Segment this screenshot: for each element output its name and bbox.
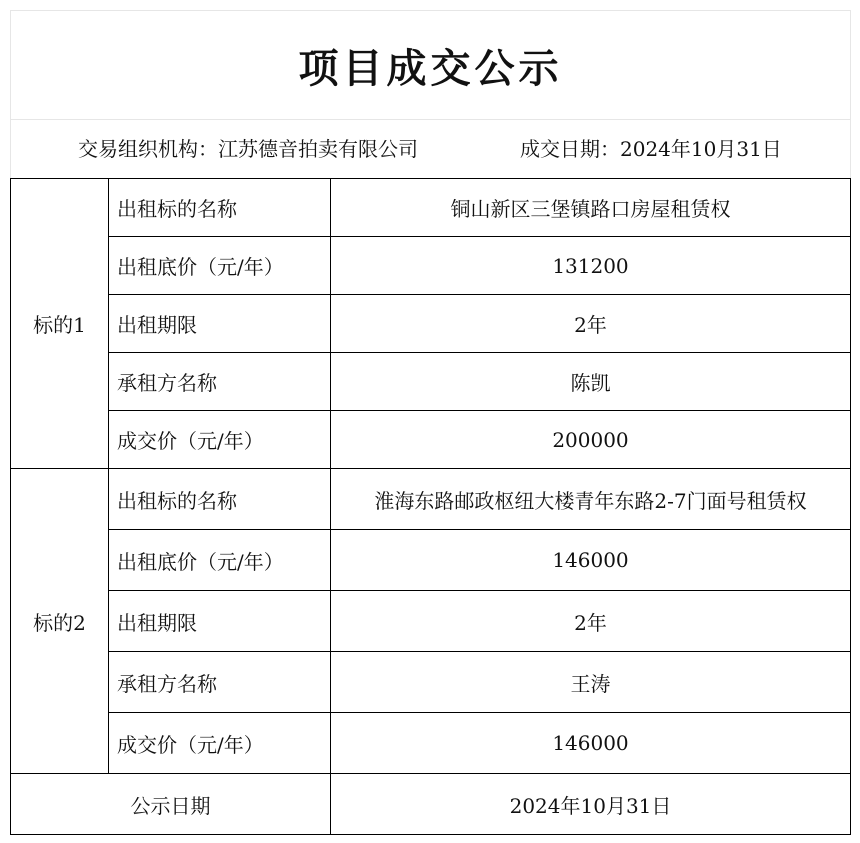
field-label: 出租标的名称	[109, 469, 331, 530]
field-label: 出租期限	[109, 591, 331, 652]
org-label: 交易组织机构：	[78, 137, 218, 161]
date-label: 成交日期：	[520, 137, 620, 161]
field-value: 王涛	[331, 652, 851, 713]
field-value: 淮海东路邮政枢纽大楼青年东路2-7门面号租赁权	[331, 469, 851, 530]
publicity-date-value: 2024年10月31日	[331, 774, 851, 835]
transaction-date-info	[520, 120, 782, 178]
date-value: 2024年10月31日	[620, 137, 782, 161]
table-row	[11, 591, 851, 652]
table-row	[11, 411, 851, 469]
field-label: 承租方名称	[109, 652, 331, 713]
field-value: 200000	[331, 411, 851, 469]
organization-info	[78, 120, 418, 178]
field-value: 陈凯	[331, 353, 851, 411]
table-row	[11, 469, 851, 530]
table-row	[11, 652, 851, 713]
field-label: 出租底价（元/年）	[109, 237, 331, 295]
publicity-date-label: 公示日期	[11, 774, 331, 835]
table-row	[11, 774, 851, 835]
field-label: 成交价（元/年）	[109, 411, 331, 469]
table-row	[11, 530, 851, 591]
field-value: 2年	[331, 295, 851, 353]
field-value: 131200	[331, 237, 851, 295]
table-row	[11, 237, 851, 295]
table-row	[11, 179, 851, 237]
field-value: 146000	[331, 530, 851, 591]
lots-table	[10, 178, 851, 835]
field-label: 出租标的名称	[109, 179, 331, 237]
lot-2-label: 标的2	[11, 469, 109, 774]
field-label: 出租期限	[109, 295, 331, 353]
transaction-info	[10, 120, 851, 178]
lot-1-label: 标的1	[11, 179, 109, 469]
field-label: 成交价（元/年）	[109, 713, 331, 774]
org-name: 江苏德音拍卖有限公司	[218, 137, 418, 161]
field-value: 146000	[331, 713, 851, 774]
field-value: 2年	[331, 591, 851, 652]
field-label: 出租底价（元/年）	[109, 530, 331, 591]
page-title: 项目成交公示	[10, 10, 851, 120]
table-row	[11, 295, 851, 353]
field-value: 铜山新区三堡镇路口房屋租赁权	[331, 179, 851, 237]
field-label: 承租方名称	[109, 353, 331, 411]
table-row	[11, 713, 851, 774]
table-row	[11, 353, 851, 411]
